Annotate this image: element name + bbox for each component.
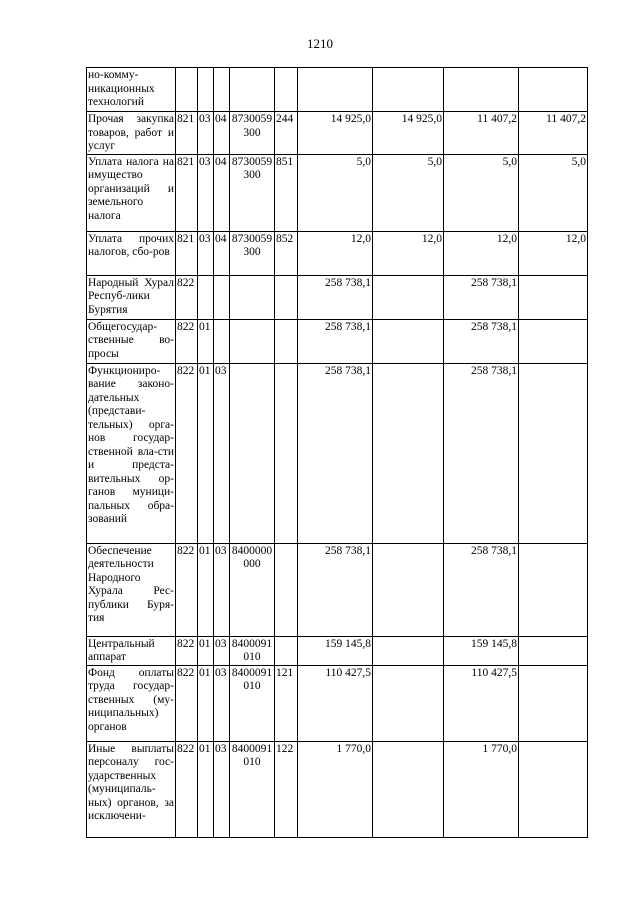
cell-sum-1: 14 925,0 — [298, 112, 373, 155]
cell-vr: 851 — [275, 154, 298, 231]
cell-vr: 852 — [275, 231, 298, 275]
cell-name: но-комму-никационных технологий — [87, 68, 176, 112]
cell-csr: 8400000000 — [230, 543, 275, 636]
cell-vr — [275, 543, 298, 636]
cell-csr: 8400091010 — [230, 665, 275, 741]
cell-ved: 821 — [176, 112, 198, 155]
cell-sum-2: 12,0 — [373, 231, 444, 275]
cell-name: Обеспечение деятельности Народного Хурала Рес-публики Буря-тия — [87, 543, 176, 636]
cell-sum-2 — [373, 68, 444, 112]
cell-name: Уплата прочих налогов, сбо-ров — [87, 231, 176, 275]
cell-csr: 8400091010 — [230, 741, 275, 837]
table-row — [87, 112, 588, 155]
cell-sum-3: 110 427,5 — [444, 665, 519, 741]
cell-sum-2 — [373, 363, 444, 543]
table-row — [87, 665, 588, 741]
cell-sum-4: 11 407,2 — [519, 112, 588, 155]
cell-ved: 822 — [176, 543, 198, 636]
cell-sum-3: 159 145,8 — [444, 636, 519, 665]
cell-vr — [275, 275, 298, 319]
cell-csr — [230, 68, 275, 112]
cell-ved: 821 — [176, 231, 198, 275]
cell-sum-1: 12,0 — [298, 231, 373, 275]
cell-pr: 04 — [214, 112, 230, 155]
cell-rz: 01 — [198, 665, 214, 741]
table-row — [87, 363, 588, 543]
cell-sum-1: 5,0 — [298, 154, 373, 231]
cell-pr: 04 — [214, 231, 230, 275]
cell-sum-2 — [373, 275, 444, 319]
cell-ved: 822 — [176, 665, 198, 741]
cell-name: Прочая закупка товаров, работ и услуг — [88, 113, 174, 152]
cell-sum-1 — [298, 68, 373, 112]
cell-pr: 04 — [214, 154, 230, 231]
cell-rz: 03 — [198, 231, 214, 275]
cell-sum-3: 258 738,1 — [444, 363, 519, 543]
cell-rz: 03 — [198, 112, 214, 155]
cell-sum-4 — [519, 319, 588, 363]
cell-pr: 03 — [214, 636, 230, 665]
cell-sum-4 — [519, 741, 588, 837]
table-row — [87, 741, 588, 837]
cell-name: Центральный аппарат — [87, 636, 176, 665]
cell-pr: 03 — [214, 665, 230, 741]
cell-csr — [230, 363, 275, 543]
cell-ved: 822 — [176, 741, 198, 837]
cell-ved: 822 — [176, 319, 198, 363]
cell-ved: 822 — [176, 275, 198, 319]
cell-sum-4 — [519, 636, 588, 665]
cell-rz: 01 — [198, 636, 214, 665]
cell-sum-2 — [373, 741, 444, 837]
cell-pr — [214, 275, 230, 319]
cell-sum-1: 1 770,0 — [298, 741, 373, 837]
cell-rz: 01 — [198, 319, 214, 363]
table-row — [87, 543, 588, 636]
cell-vr — [275, 363, 298, 543]
cell-name: Общегосудар-ственные во-просы — [87, 319, 176, 363]
table-row — [87, 231, 588, 275]
cell-sum-1: 159 145,8 — [298, 636, 373, 665]
cell-csr: 8400091010 — [230, 636, 275, 665]
cell-rz: 01 — [198, 741, 214, 837]
cell-sum-4 — [519, 275, 588, 319]
cell-csr — [230, 319, 275, 363]
cell-ved — [176, 68, 198, 112]
table-row — [87, 154, 588, 231]
cell-rz: 01 — [198, 543, 214, 636]
cell-pr: 03 — [214, 363, 230, 543]
cell-pr — [214, 319, 230, 363]
cell-rz — [198, 275, 214, 319]
table-row — [87, 319, 588, 363]
cell-sum-3: 258 738,1 — [444, 275, 519, 319]
cell-sum-4 — [519, 665, 588, 741]
cell-sum-2: 14 925,0 — [373, 112, 444, 155]
cell-sum-2 — [373, 543, 444, 636]
cell-sum-3: 11 407,2 — [444, 112, 519, 155]
cell-name: Фонд оплаты труда государ-ственных (му-ниципальных) органов — [87, 665, 176, 741]
cell-sum-3: 12,0 — [444, 231, 519, 275]
cell-sum-1: 258 738,1 — [298, 319, 373, 363]
cell-ved: 821 — [176, 154, 198, 231]
cell-vr: 244 — [275, 112, 298, 155]
cell-sum-2 — [373, 636, 444, 665]
cell-name: Функциониро-вание законо-дательных (представи-тельных) орга-нов государ-ственной вла-сти и предста-вительных ор-ганов муници-пальных обра-зований — [87, 363, 176, 543]
cell-rz — [198, 68, 214, 112]
table-row — [87, 68, 588, 112]
cell-sum-3: 258 738,1 — [444, 543, 519, 636]
cell-sum-4 — [519, 68, 588, 112]
cell-sum-4 — [519, 543, 588, 636]
cell-sum-3: 258 738,1 — [444, 319, 519, 363]
cell-sum-1: 110 427,5 — [298, 665, 373, 741]
cell-sum-1: 258 738,1 — [298, 543, 373, 636]
cell-name: Уплата налога на имущество организаций и земельного налога — [87, 154, 176, 231]
cell-sum-2 — [373, 665, 444, 741]
cell-sum-3: 5,0 — [444, 154, 519, 231]
cell-pr — [214, 68, 230, 112]
table-row — [87, 275, 588, 319]
table-row — [87, 636, 588, 665]
cell-pr: 03 — [214, 741, 230, 837]
cell-name: Народный Хурал Респуб-лики Бурятия — [87, 275, 176, 319]
cell-sum-2 — [373, 319, 444, 363]
cell-csr: 8730059300 — [230, 112, 275, 155]
cell-vr: 122 — [275, 741, 298, 837]
cell-sum-4 — [519, 363, 588, 543]
cell-rz: 01 — [198, 363, 214, 543]
cell-sum-3: 1 770,0 — [444, 741, 519, 837]
cell-csr — [230, 275, 275, 319]
cell-vr — [275, 68, 298, 112]
cell-vr — [275, 319, 298, 363]
cell-rz: 03 — [198, 154, 214, 231]
cell-csr: 8730059300 — [230, 154, 275, 231]
cell-sum-4: 12,0 — [519, 231, 588, 275]
cell-ved: 822 — [176, 636, 198, 665]
cell-ved: 822 — [176, 363, 198, 543]
page-number: 1210 — [307, 36, 333, 51]
cell-vr: 121 — [275, 665, 298, 741]
cell-sum-1: 258 738,1 — [298, 275, 373, 319]
cell-sum-1: 258 738,1 — [298, 363, 373, 543]
cell-vr — [275, 636, 298, 665]
cell-csr: 8730059300 — [230, 231, 275, 275]
cell-pr: 03 — [214, 543, 230, 636]
budget-table — [86, 67, 588, 838]
cell-sum-3 — [444, 68, 519, 112]
cell-name: Иные выплаты персоналу гос-ударственных (муниципаль-ных) органов, за исключени- — [87, 741, 176, 837]
cell-sum-4: 5,0 — [519, 154, 588, 231]
cell-sum-2: 5,0 — [373, 154, 444, 231]
